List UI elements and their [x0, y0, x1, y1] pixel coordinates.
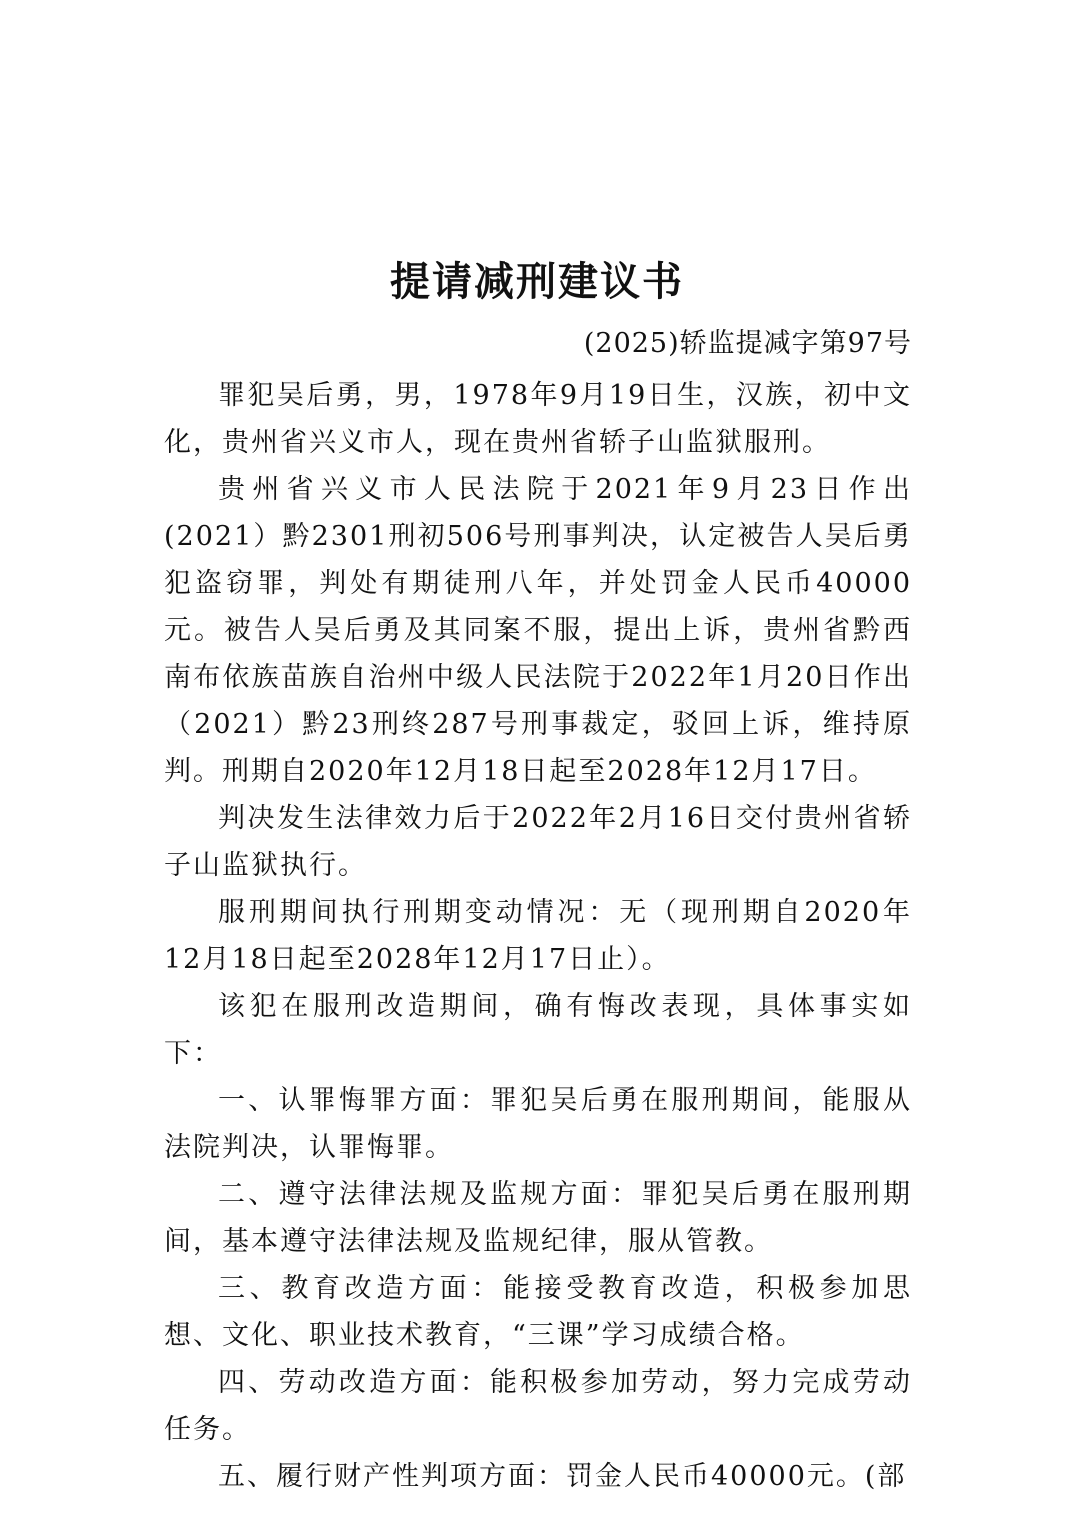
paragraph-item-4: 四、劳动改造方面：能积极参加劳动，努力完成劳动任务。: [164, 1367, 912, 1445]
document-body: [164, 372, 912, 1500]
paragraph-criminal-info: 罪犯吴后勇，男，1978年9月19日生，汉族，初中文化，贵州省兴义市人，现在贵州省轿子山监狱服刑。: [164, 380, 912, 458]
paragraph-item-3: 三、教育改造方面：能接受教育改造，积极参加思想、文化、职业技术教育，“三课”学习成绩合格。: [164, 1273, 912, 1351]
paragraph-item-1: 一、认罪悔罪方面：罪犯吴后勇在服刑期间，能服从法院判决，认罪悔罪。: [164, 1085, 912, 1163]
paragraph-judgment: 贵州省兴义市人民法院于2021年9月23日作出(2021）黔2301刑初506号刑事判决，认定被告人吴后勇犯盗窃罪，判处有期徒刑八年，并处罚金人民币40000元。被告人吴后勇及其同案不服，提出上诉，贵州省黔西南布依族苗族自治州中级人民法院于2022年1月20日作出（2021）黔23刑终287号刑事裁定，驳回上诉，维持原判。刑期自2020年12月18日起至2028年12月17日。: [164, 474, 912, 787]
paragraph-item-5: 五、履行财产性判项方面：罚金人民币40000元。(部: [218, 1461, 907, 1492]
paragraph-execution: 判决发生法律效力后于2022年2月16日交付贵州省轿子山监狱执行。: [164, 803, 912, 881]
paragraph-sentence-change: 服刑期间执行刑期变动情况：无（现刑期自2020年12月18日起至2028年12月17日止）。: [164, 897, 912, 975]
paragraph-repentance-intro: 该犯在服刑改造期间，确有悔改表现，具体事实如下：: [164, 991, 912, 1069]
document-number: (2025)轿监提减字第97号: [583, 328, 912, 359]
paragraph-item-2: 二、遵守法律法规及监规方面：罪犯吴后勇在服刑期间，基本遵守法律法规及监规纪律，服从管教。: [164, 1179, 912, 1257]
document-title: 提请减刑建议书: [390, 259, 684, 305]
